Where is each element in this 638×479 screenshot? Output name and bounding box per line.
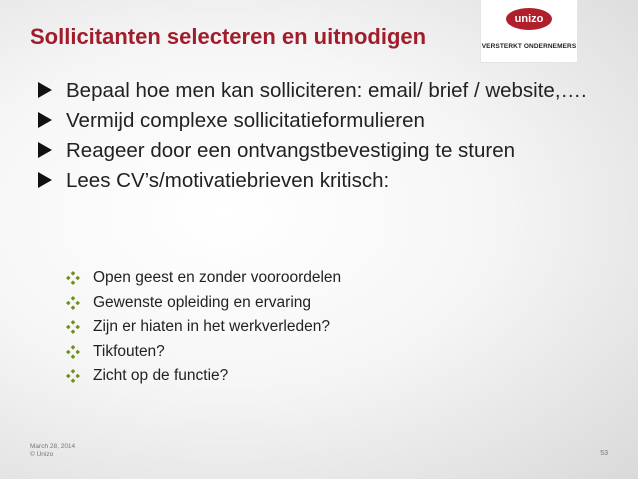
sub-bullet-item — [66, 293, 486, 313]
sub-bullet-list — [66, 268, 486, 391]
logo-tagline: VERSTERKT ONDERNEMERS — [481, 43, 577, 50]
footer-date: March 28, 2014 — [30, 443, 76, 450]
sub-bullet-text: Open geest en zonder vooroordelen — [93, 269, 342, 286]
four-diamond-icon — [66, 320, 80, 334]
sub-bullet-text: Zijn er hiaten in het werkverleden? — [93, 318, 330, 336]
slide-title: Sollicitanten selecteren en uitnodigen — [30, 24, 427, 49]
arrow-bullet-icon — [38, 172, 52, 188]
four-diamond-icon — [66, 296, 80, 310]
footer-copyright: © Unizo — [30, 451, 54, 458]
four-diamond-icon — [66, 271, 80, 285]
sub-bullet-item — [66, 317, 486, 337]
arrow-bullet-icon — [38, 142, 52, 158]
bullet-item — [38, 108, 598, 133]
logo-badge — [506, 8, 552, 30]
sub-bullet-text: Gewenste opleiding en ervaring — [93, 293, 311, 311]
bullet-text: Lees CV’s/motivatiebrieven kritisch: — [66, 169, 390, 192]
sub-bullet-text: Zicht op de functie? — [93, 367, 229, 385]
four-diamond-icon — [66, 345, 80, 359]
arrow-bullet-icon — [38, 82, 52, 98]
footer-left — [30, 443, 75, 459]
four-diamond-icon — [66, 369, 80, 383]
bullet-text: Bepaal hoe men kan solliciteren: email/ brief / website,…. — [66, 79, 587, 102]
sub-bullet-item — [66, 366, 486, 386]
bullet-item — [38, 168, 598, 193]
bullet-item — [38, 138, 598, 163]
sub-bullet-text: Tikfouten? — [93, 342, 165, 360]
sub-bullet-item — [66, 268, 486, 288]
bullet-text: Reageer door een ontvangstbevestiging te sturen — [66, 139, 516, 162]
arrow-bullet-icon — [38, 112, 52, 128]
bullet-item — [38, 78, 598, 103]
sub-bullet-item — [66, 342, 486, 362]
logo-brand-text: unizo — [514, 13, 544, 25]
unizo-logo — [480, 0, 578, 63]
page-number: 53 — [600, 450, 608, 457]
main-bullet-list — [38, 78, 598, 198]
bullet-text: Vermijd complexe sollicitatieformulieren — [66, 109, 425, 132]
